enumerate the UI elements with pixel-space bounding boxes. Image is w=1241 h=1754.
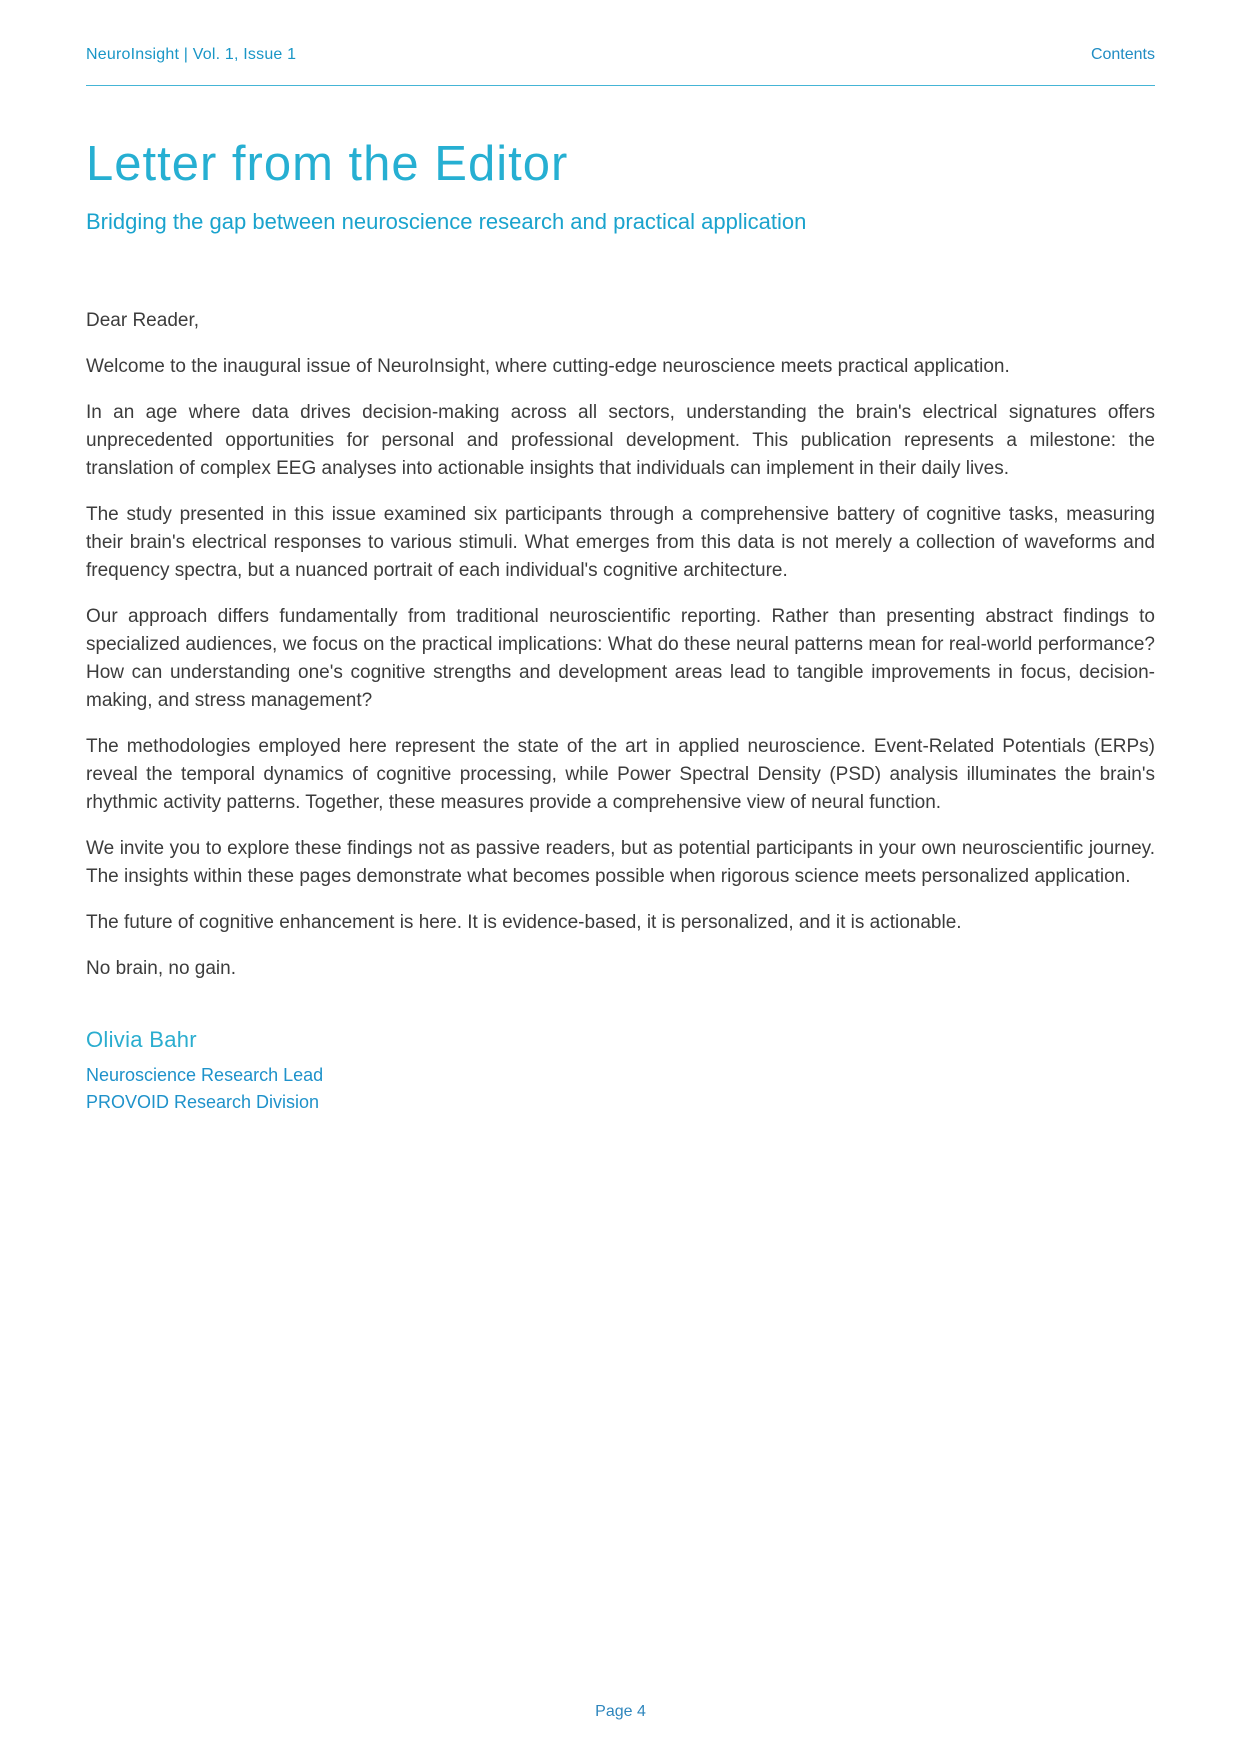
paragraph-study: The study presented in this issue examined six participants through a comprehensive battery of cognitive tasks, measuring their brain's electrical responses to various stimuli. What emerges from this data is not merely a collection of waveforms and frequency spectra, but a nuanced portrait of each individual's cognitive architecture. bbox=[86, 504, 1155, 581]
page-footer bbox=[0, 1703, 1241, 1721]
paragraph-tagline: No brain, no gain. bbox=[86, 958, 236, 979]
paragraph-salutation: Dear Reader, bbox=[86, 310, 200, 331]
page-title: Letter from the Editor bbox=[86, 137, 569, 191]
paragraph-future: The future of cognitive enhancement is here. It is evidence-based, it is personalized, and it is actionable. bbox=[86, 912, 962, 933]
journal-issue-label: NeuroInsight | Vol. 1, Issue 1 bbox=[86, 46, 297, 63]
paragraph-invitation: We invite you to explore these findings not as passive readers, but as potential participants in your own neuroscientific journey. The insights within these pages demonstrate what becomes possible when rigorous science meets personalized application. bbox=[86, 838, 1155, 887]
paragraph-welcome: Welcome to the inaugural issue of NeuroInsight, where cutting-edge neuroscience meets practical application. bbox=[86, 356, 1010, 377]
paragraph-age-of-data: In an age where data drives decision-making across all sectors, understanding the brain's electrical signatures offers unprecedented opportunities for personal and professional development. This publication represents a milestone: the translation of complex EEG analyses into actionable insights that individuals can implement in their daily lives. bbox=[86, 402, 1155, 479]
signature-division: PROVOID Research Division bbox=[86, 1092, 320, 1112]
signature-block bbox=[86, 1027, 1155, 1116]
paragraph-approach: Our approach differs fundamentally from traditional neuroscientific reporting. Rather than presenting abstract findings to specialized audiences, we focus on the practical implications: What do these neural patterns mean for real-world performance? How can understanding one's cognitive strengths and development areas lead to tangible improvements in focus, decision-making, and stress management? bbox=[86, 606, 1155, 711]
header-divider bbox=[86, 85, 1155, 86]
page-subtitle: Bridging the gap between neuroscience research and practical application bbox=[86, 209, 807, 234]
signature-name: Olivia Bahr bbox=[86, 1027, 197, 1052]
page-header bbox=[86, 0, 1155, 64]
letter-body bbox=[86, 307, 1155, 983]
page-number: Page 4 bbox=[595, 1703, 646, 1720]
paragraph-methodologies: The methodologies employed here represent the state of the art in applied neuroscience. Event-Related Potentials (ERPs) reveal the temporal dynamics of cognitive processing, while Power Spectral Density (PSD) analysis illuminates the brain's rhythmic activity patterns. Together, these measures provide a comprehensive view of neural function. bbox=[86, 736, 1155, 813]
signature-role: Neuroscience Research Lead bbox=[86, 1065, 324, 1085]
contents-link[interactable]: Contents bbox=[1090, 46, 1155, 63]
